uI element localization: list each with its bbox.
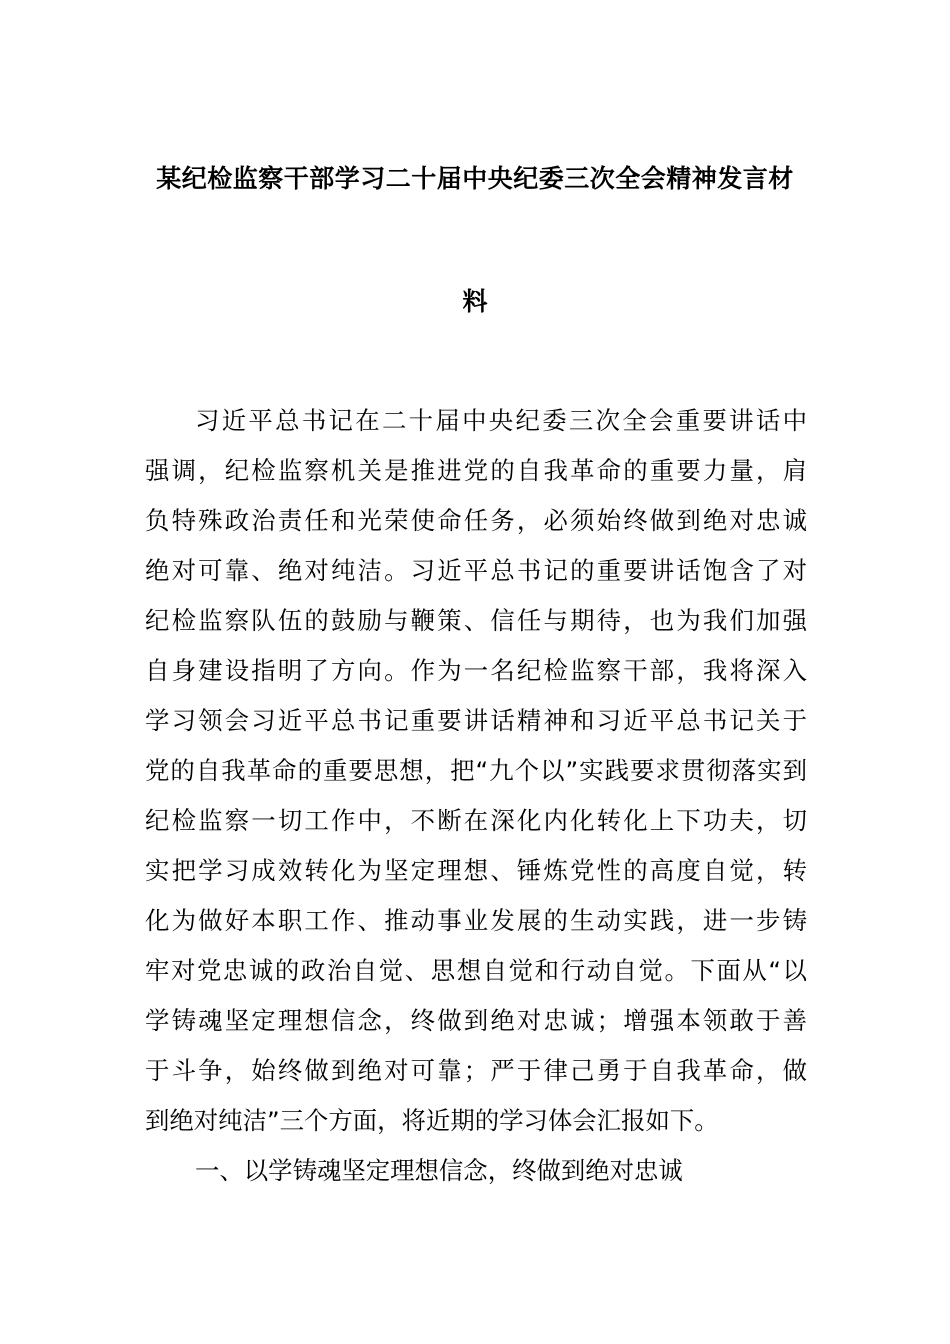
paragraph-line: 实把学习成效转化为坚定理想、锤炼党性的高度自觉，转 — [145, 856, 807, 885]
paragraph-line: 习近平总书记在二十届中央纪委三次全会重要讲话中 — [195, 406, 807, 435]
paragraph-line: 到绝对纯洁”三个方面，将近期的学习体会汇报如下。 — [145, 1106, 719, 1135]
paragraph-line: 纪检监察队伍的鼓励与鞭策、信任与期待，也为我们加强 — [145, 606, 807, 635]
document-title-line-1: 某纪检监察干部学习二十届中央纪委三次全会精神发言材 — [156, 164, 794, 193]
paragraph-line: 于斗争，始终做到绝对可靠；严于律己勇于自我革命，做 — [145, 1056, 807, 1085]
paragraph-line: 绝对可靠、绝对纯洁。习近平总书记的重要讲话饱含了对 — [145, 556, 807, 585]
paragraph-line: 化为做好本职工作、推动事业发展的生动实践，进一步铸 — [145, 906, 807, 935]
paragraph-line: 学铸魂坚定理想信念，终做到绝对忠诚；增强本领敢于善 — [145, 1006, 807, 1035]
paragraph-line: 纪检监察一切工作中，不断在深化内化转化上下功夫，切 — [145, 806, 807, 835]
paragraph-line: 党的自我革命的重要思想，把“九个以”实践要求贯彻落实到 — [145, 756, 807, 785]
paragraph-line: 学习领会习近平总书记重要讲话精神和习近平总书记关于 — [145, 706, 807, 735]
document-title-line-2: 料 — [462, 287, 488, 316]
paragraph-line: 牢对党忠诚的政治自觉、思想自觉和行动自觉。下面从“以 — [145, 956, 807, 985]
paragraph-line: 负特殊政治责任和光荣使命任务，必须始终做到绝对忠诚 — [145, 506, 807, 535]
paragraph-line: 自身建设指明了方向。作为一名纪检监察干部，我将深入 — [145, 656, 807, 685]
section-heading: 一、以学铸魂坚定理想信念，终做到绝对忠诚 — [195, 1156, 683, 1185]
paragraph-line: 强调，纪检监察机关是推进党的自我革命的重要力量，肩 — [145, 456, 807, 485]
